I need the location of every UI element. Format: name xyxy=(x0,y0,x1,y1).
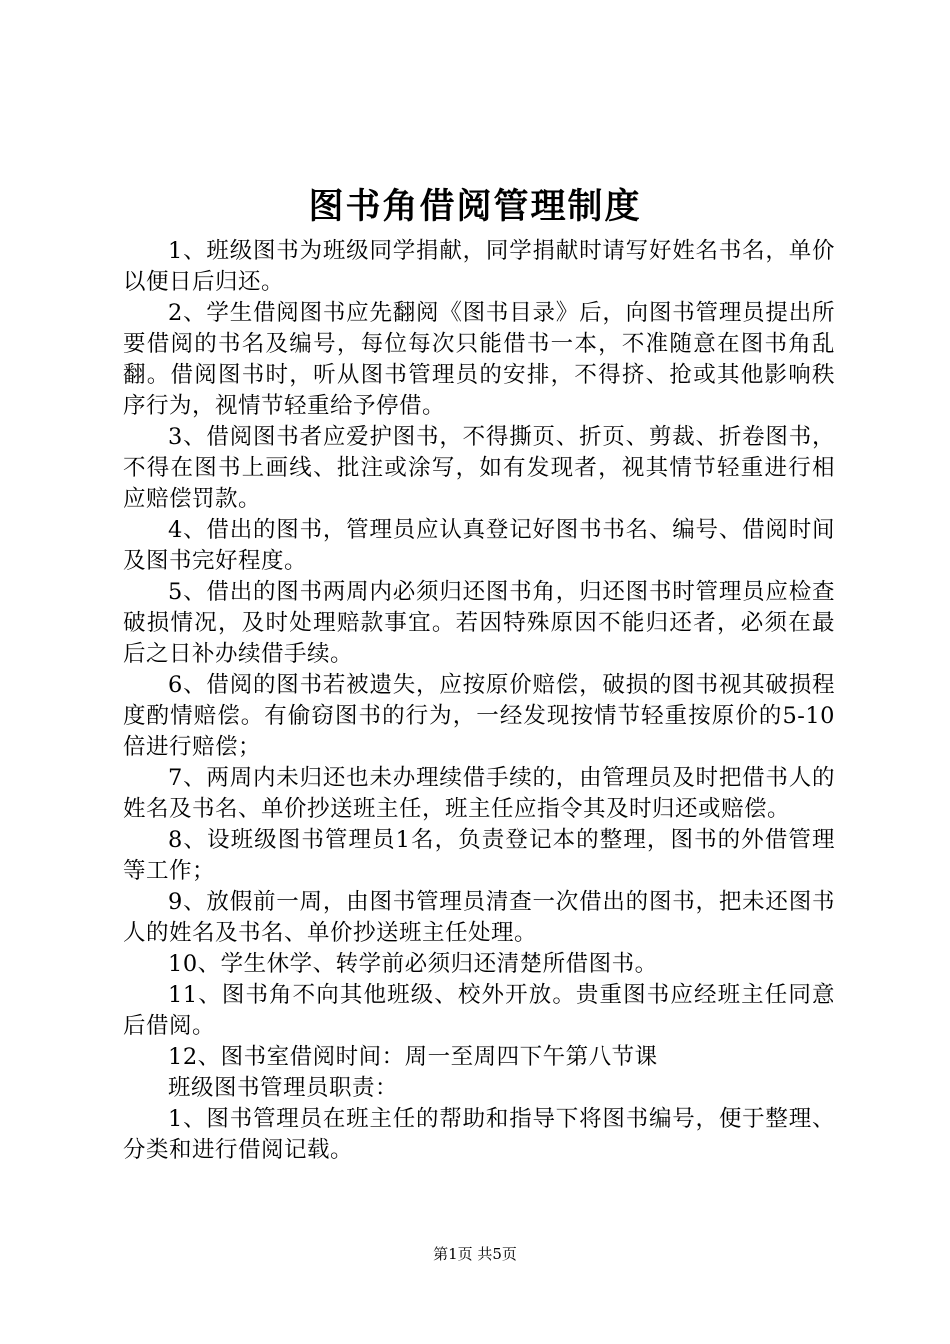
paragraph: 7、两周内未归还也未办理续借手续的，由管理员及时把借书人的姓名及书名、单价抄送班主任，班主任应指令其及时归还或赔偿。 xyxy=(123,765,835,822)
paragraph: 6、借阅的图书若被遗失，应按原价赔偿，破损的图书视其破损程度酌情赔偿。有偷窃图书的行为，一经发现按情节轻重按原价的5-10倍进行赔偿； xyxy=(123,672,835,760)
paragraph: 1、班级图书为班级同学捐献，同学捐献时请写好姓名书名，单价以便日后归还。 xyxy=(123,238,835,295)
paragraph: 3、借阅图书者应爱护图书，不得撕页、折页、剪裁、折卷图书，不得在图书上画线、批注或涂写，如有发现者，视其情节轻重进行相应赔偿罚款。 xyxy=(123,424,835,512)
section-heading: 班级图书管理员职责： xyxy=(168,1075,399,1101)
paragraph: 5、借出的图书两周内必须归还图书角，归还图书时管理员应检查破损情况，及时处理赔款事宜。若因特殊原因不能归还者，必须在最后之日补办续借手续。 xyxy=(123,579,835,667)
paragraph: 2、学生借阅图书应先翻阅《图书目录》后，向图书管理员提出所要借阅的书名及编号，每位每次只能借书一本，不准随意在图书角乱翻。借阅图书时，听从图书管理员的安排，不得挤、抢或其他影响秩序行为，视情节轻重给予停借。 xyxy=(123,300,835,419)
paragraph: 8、设班级图书管理员1名，负责登记本的整理，图书的外借管理等工作； xyxy=(123,827,835,884)
page-number-footer: 第1页 共5页 xyxy=(433,1245,517,1263)
paragraph: 10、学生休学、转学前必须归还清楚所借图书。 xyxy=(168,951,658,977)
paragraph: 9、放假前一周，由图书管理员清查一次借出的图书，把未还图书人的姓名及书名、单价抄送班主任处理。 xyxy=(123,889,835,946)
paragraph: 12、图书室借阅时间：周一至周四下午第八节课 xyxy=(168,1044,658,1070)
paragraph: 11、图书角不向其他班级、校外开放。贵重图书应经班主任同意后借阅。 xyxy=(123,982,835,1039)
document-body xyxy=(123,236,835,1166)
paragraph: 1、图书管理员在班主任的帮助和指导下将图书编号，便于整理、分类和进行借阅记载。 xyxy=(123,1106,835,1163)
document-title: 图书角借阅管理制度 xyxy=(308,187,642,227)
paragraph: 4、借出的图书，管理员应认真登记好图书书名、编号、借阅时间及图书完好程度。 xyxy=(123,517,835,574)
